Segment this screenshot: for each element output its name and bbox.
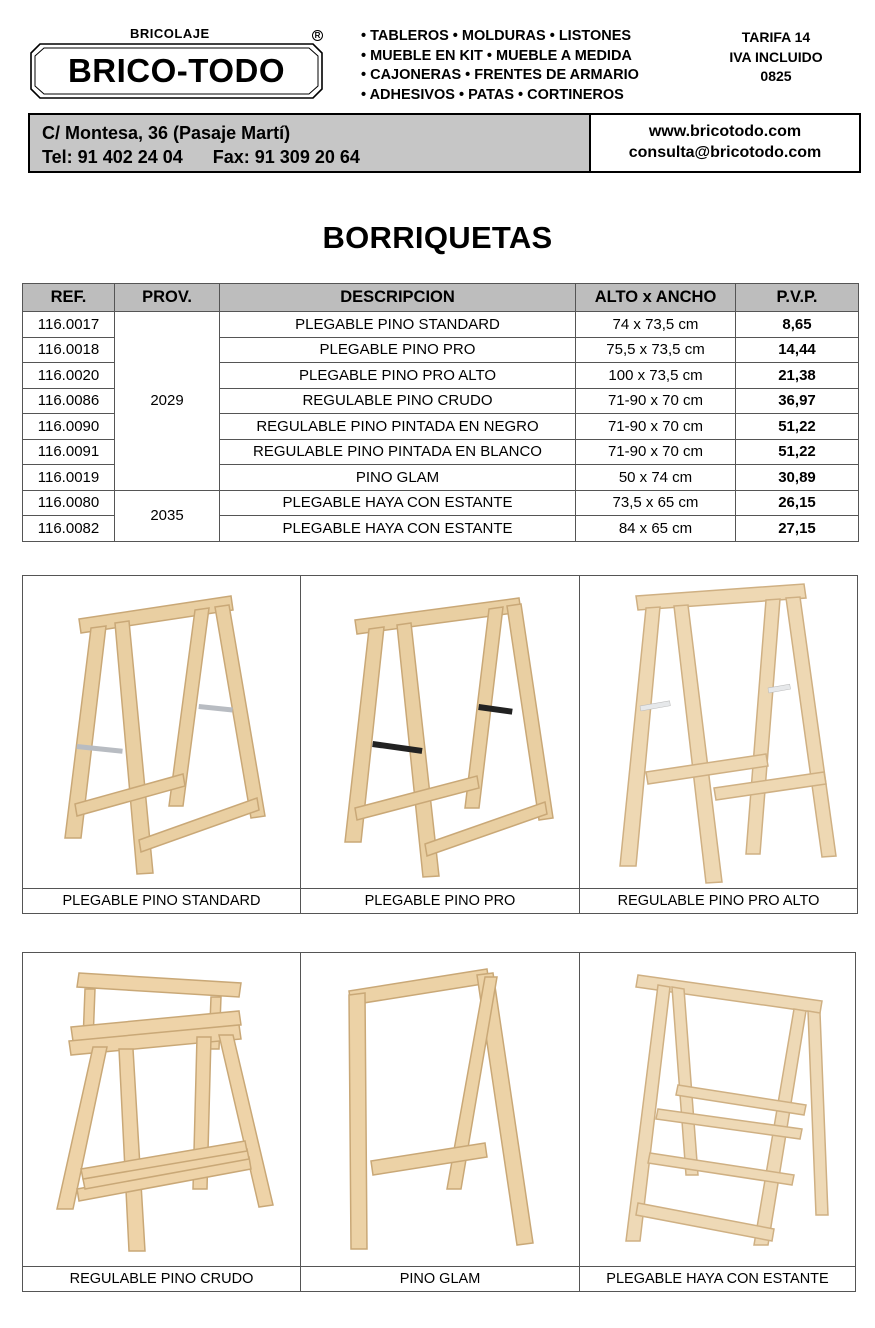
photo-caption: PLEGABLE HAYA CON ESTANTE: [580, 1266, 855, 1290]
price-cell: 30,89: [736, 465, 859, 491]
photo-grid-top: [22, 575, 858, 914]
price-table: [22, 283, 859, 542]
sawhorse-illustration: [23, 576, 301, 888]
ref-cell: 116.0091: [23, 439, 115, 465]
tariff-code: 0825: [760, 68, 792, 84]
col-price: P.V.P.: [736, 284, 859, 312]
table-header-row: [23, 284, 859, 312]
tariff-number: TARIFA 14: [741, 29, 811, 45]
price-cell: 36,97: [736, 388, 859, 414]
sawhorse-illustration: [580, 953, 855, 1266]
col-description: DESCRIPCION: [220, 284, 576, 312]
tax-note: IVA INCLUIDO: [729, 48, 823, 65]
size-cell: 84 x 65 cm: [576, 516, 736, 542]
price-cell: 26,15: [736, 490, 859, 516]
size-cell: 71-90 x 70 cm: [576, 439, 736, 465]
desc-cell: PINO GLAM: [220, 465, 576, 491]
product-photo-card: [580, 576, 857, 913]
photo-caption: PLEGABLE PINO PRO: [301, 888, 579, 912]
desc-cell: PLEGABLE PINO PRO: [220, 337, 576, 363]
brand-subtitle: BRICOLAJE: [130, 26, 210, 41]
col-ref: REF.: [23, 284, 115, 312]
price-cell: 14,44: [736, 337, 859, 363]
web-contact: [591, 121, 859, 163]
desc-cell: PLEGABLE PINO STANDARD: [220, 312, 576, 338]
ref-cell: 116.0020: [23, 363, 115, 389]
sawhorse-illustration: [580, 576, 857, 888]
desc-cell: PLEGABLE PINO PRO ALTO: [220, 363, 576, 389]
price-cell: 8,65: [736, 312, 859, 338]
ref-cell: 116.0082: [23, 516, 115, 542]
email-link[interactable]: consulta@bricotodo.com: [628, 144, 822, 161]
desc-cell: PLEGABLE HAYA CON ESTANTE: [220, 490, 576, 516]
product-photo-card: [301, 576, 580, 913]
address-block: [42, 121, 360, 169]
website-link[interactable]: www.bricotodo.com: [648, 123, 802, 140]
prov-cell: 2029: [115, 312, 220, 491]
ref-cell: 116.0080: [23, 490, 115, 516]
phone-number: Tel: 91 402 24 04: [42, 147, 183, 167]
ref-cell: 116.0090: [23, 414, 115, 440]
product-line: • TABLEROS • MOLDURAS • LISTONES: [361, 28, 632, 44]
ref-cell: 116.0019: [23, 465, 115, 491]
sawhorse-illustration: [23, 953, 301, 1266]
desc-cell: REGULABLE PINO PINTADA EN BLANCO: [220, 439, 576, 465]
product-photo-card: [23, 576, 301, 913]
product-line: • MUEBLE EN KIT • MUEBLE A MEDIDA: [361, 47, 632, 64]
desc-cell: REGULABLE PINO CRUDO: [220, 388, 576, 414]
sawhorse-illustration: [301, 953, 580, 1266]
size-cell: 71-90 x 70 cm: [576, 414, 736, 440]
ref-cell: 116.0018: [23, 337, 115, 363]
size-cell: 71-90 x 70 cm: [576, 388, 736, 414]
product-line: • ADHESIVOS • PATAS • CORTINEROS: [361, 86, 624, 103]
size-cell: 75,5 x 73,5 cm: [576, 337, 736, 363]
tariff-info: [712, 28, 840, 87]
photo-caption: PINO GLAM: [301, 1266, 579, 1290]
product-line: • CAJONERAS • FRENTES DE ARMARIO: [361, 67, 639, 83]
table-row: [23, 490, 859, 516]
desc-cell: REGULABLE PINO PINTADA EN NEGRO: [220, 414, 576, 440]
registered-mark: R: [312, 30, 323, 41]
price-cell: 51,22: [736, 414, 859, 440]
prov-cell: 2035: [115, 490, 220, 541]
col-prov: PROV.: [115, 284, 220, 312]
sawhorse-illustration: [301, 576, 580, 888]
size-cell: 73,5 x 65 cm: [576, 490, 736, 516]
photo-grid-bottom: [22, 952, 856, 1292]
table-row: [23, 312, 859, 338]
product-list: [361, 27, 691, 105]
size-cell: 100 x 73,5 cm: [576, 363, 736, 389]
price-cell: 27,15: [736, 516, 859, 542]
product-photo-card: [301, 953, 580, 1291]
page-title: BORRIQUETAS: [322, 220, 553, 255]
price-cell: 51,22: [736, 439, 859, 465]
ref-cell: 116.0017: [23, 312, 115, 338]
fax-number: Fax: 91 309 20 64: [212, 147, 360, 167]
size-cell: 50 x 74 cm: [576, 465, 736, 491]
desc-cell: PLEGABLE HAYA CON ESTANTE: [220, 516, 576, 542]
photo-caption: REGULABLE PINO PRO ALTO: [580, 888, 857, 912]
street-address: C/ Montesa, 36 (Pasaje Martí): [42, 123, 291, 143]
price-cell: 21,38: [736, 363, 859, 389]
ref-cell: 116.0086: [23, 388, 115, 414]
size-cell: 74 x 73,5 cm: [576, 312, 736, 338]
photo-caption: REGULABLE PINO CRUDO: [23, 1266, 300, 1290]
product-photo-card: [23, 953, 301, 1291]
product-photo-card: [580, 953, 855, 1291]
brand-logo: BRICO-TODO: [67, 52, 286, 89]
col-size: ALTO x ANCHO: [576, 284, 736, 312]
photo-caption: PLEGABLE PINO STANDARD: [23, 888, 300, 912]
phone-line: [42, 145, 360, 169]
